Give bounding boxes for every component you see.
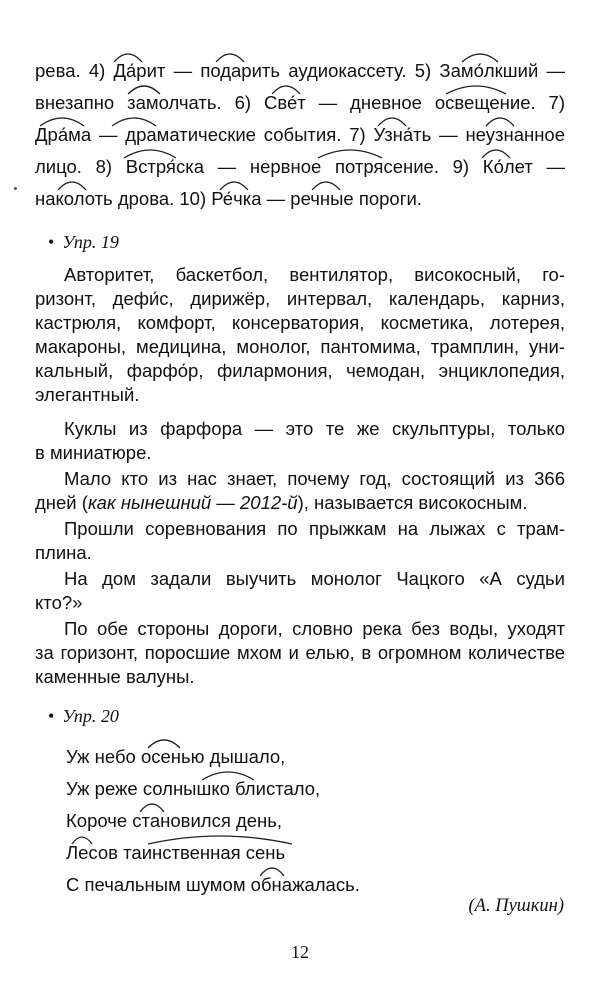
text-line: внезапно замолчать. 6) Све́т — дневное освещение. 7) bbox=[35, 92, 565, 113]
sentence-line bbox=[35, 492, 565, 514]
poem-author: (А. Пушкин) bbox=[468, 896, 564, 916]
poem-line: Уж реже солнышко блистало, bbox=[66, 778, 321, 799]
poem-line: С печальным шумом обнажалась. bbox=[66, 874, 360, 895]
text-line: кастрюля, комфорт, консерватория, косметика, лотерея, bbox=[35, 312, 565, 333]
text-line: ризонт, дефи́с, дирижёр, интервал, календарь, карниз, bbox=[35, 288, 565, 309]
sentence-line: Мало кто из нас знает, почему год, состоящий из 366 bbox=[64, 468, 565, 489]
italic-span: как нынешний — 2012-й bbox=[87, 492, 298, 513]
sentence-line: Куклы из фарфора — это те же скульптуры, только bbox=[64, 418, 565, 439]
page-number: 12 bbox=[291, 942, 309, 962]
exercise-title: Упр. 20 bbox=[62, 706, 119, 726]
sentence-line: за горизонт, поросшие мхом и елью, в огромном количестве bbox=[35, 642, 565, 663]
sentence-line: Прошли соревнования по прыжкам на лыжах с трам- bbox=[64, 518, 565, 539]
text-line: Дра́ма — драматические события. 7) Узна́ть — неузнанное bbox=[35, 124, 565, 145]
exercise-heading bbox=[48, 706, 119, 727]
text-span: ), называется високосным. bbox=[297, 492, 528, 513]
sentence-line: каменные валуны. bbox=[35, 666, 195, 687]
sentence-line: кто?» bbox=[35, 592, 83, 613]
sentence-line: плина. bbox=[35, 542, 92, 563]
exercise-title: Упр. 19 bbox=[62, 232, 119, 252]
margin-dot bbox=[14, 187, 17, 190]
text-line: Авторитет, баскетбол, вентилятор, високосный, го- bbox=[64, 264, 565, 285]
text-span: дней ( bbox=[35, 492, 88, 513]
sentence-line: На дом задали выучить монолог Чацкого «А судьи bbox=[64, 568, 565, 589]
text-line: элегантный. bbox=[35, 384, 140, 405]
poem-line: Лесов таинственная сень bbox=[66, 842, 286, 863]
exercise-heading bbox=[48, 232, 119, 253]
text-line: наколоть дрова. 10) Ре́чка — речные пороги. bbox=[35, 188, 422, 209]
text-line: лицо. 8) Встря́ска — нервное потрясение. 9) Ко́лет — bbox=[35, 156, 565, 177]
bullet-icon: • bbox=[48, 232, 55, 252]
sentence-line: в миниатюре. bbox=[35, 442, 152, 463]
sentence-line: По обе стороны дороги, словно река без воды, уходят bbox=[64, 618, 565, 639]
text-line: макароны, медицина, монолог, пантомима, трамплин, уни- bbox=[35, 336, 565, 357]
text-line: рева. 4) Да́рит — подарить аудиокассету. 5) Замо́лкший — bbox=[35, 60, 565, 81]
poem-line: Уж небо осенью дышало, bbox=[66, 746, 286, 767]
text-line: кальный, фарфо́р, филармония, чемодан, энциклопедия, bbox=[35, 360, 565, 381]
bullet-icon: • bbox=[48, 706, 55, 726]
poem-line: Короче становился день, bbox=[66, 810, 283, 831]
